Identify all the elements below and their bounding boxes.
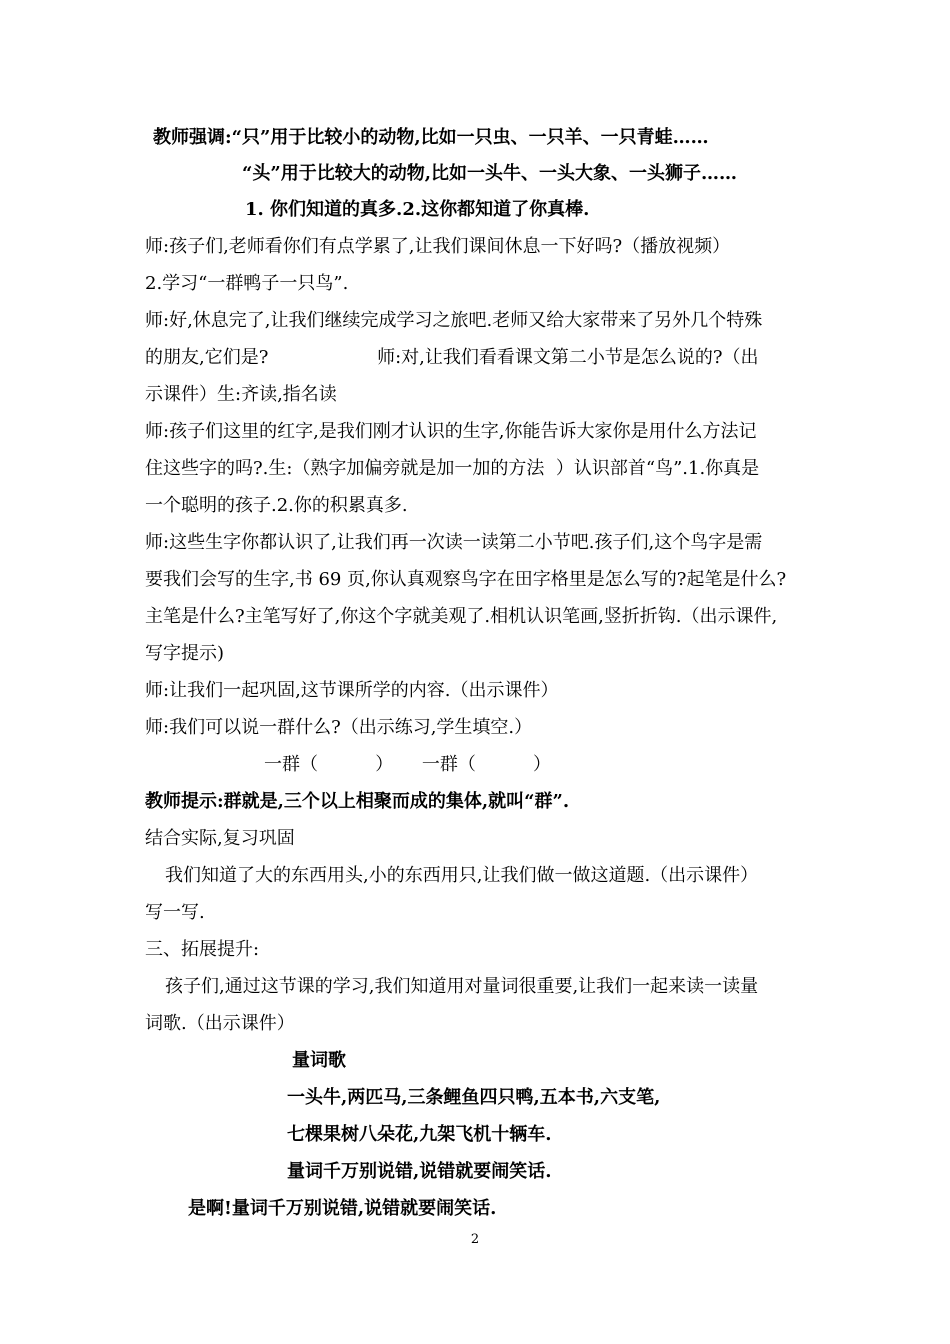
teacher-emphasis-tou: “头”用于比较大的动物,比如一头牛、一头大象、一头狮子…… [242,163,737,184]
section-heading-extension: 三、拓展提升: [145,939,260,960]
paragraph-line: 师:让我们一起巩固,这节课所学的内容.（出示课件） [145,680,559,701]
paragraph-line: 住这些字的吗?.生:（熟字加偏旁就是加一加的方法 ）认识部首“鸟”.1.你真是 [145,458,760,479]
paragraph-line: 主笔是什么?主笔写好了,你这个字就美观了.相机认识笔画,竖折折钩.（出示课件, [145,606,778,627]
section-heading-review: 结合实际,复习巩固 [145,828,295,849]
paragraph-line: 一个聪明的孩子.2.你的积累真多. [145,495,408,516]
paragraph-line: 孩子们,通过这节课的学习,我们知道用对量词很重要,让我们一起来读一读量 [165,976,759,997]
page-number: 2 [470,1232,480,1247]
praise-line: 1. 你们知道的真多.2.这你都知道了你真棒. [245,199,590,220]
paragraph-line: 的朋友,它们是? 师:对,让我们看看课文第二小节是怎么说的?（出 [145,347,759,368]
paragraph-line: 师:孩子们,老师看你们有点学累了,让我们课间休息一下好吗?（播放视频） [145,236,731,257]
paragraph-line: 师:好,休息完了,让我们继续完成学习之旅吧.老师又给大家带来了另外几个特殊 [145,310,763,331]
poem-line: 一头牛,两匹马,三条鲤鱼四只鸭,五本书,六支笔, [287,1087,661,1108]
paragraph-line: 写一写. [145,902,205,923]
paragraph-line: 师:这些生字你都认识了,让我们再一次读一读第二小节吧.孩子们,这个鸟字是需 [145,532,763,553]
poem-line: 量词千万别说错,说错就要闹笑话. [287,1161,552,1182]
section-heading-learn: 2.学习“一群鸭子一只鸟”. [145,273,349,294]
paragraph-line: 词歌.（出示课件） [145,1013,295,1034]
paragraph-line: 示课件）生:齐读,指名读 [145,384,337,405]
paragraph-line: 师:孩子们这里的红字,是我们刚才认识的生字,你能告诉大家你是用什么方法记 [145,421,757,442]
fill-in-blank-exercise: 一群（ ） 一群（ ） [264,754,552,775]
poem-line: 七棵果树八朵花,九架飞机十辆车. [287,1124,552,1145]
teacher-emphasis-zhi: 教师强调:“只”用于比较小的动物,比如一只虫、一只羊、一只青蛙…… [153,127,709,148]
paragraph-line: 写字提示) [145,643,225,664]
paragraph-line: 师:我们可以说一群什么?（出示练习,学生填空.） [145,717,533,738]
paragraph-line: 我们知道了大的东西用头,小的东西用只,让我们做一做这道题.（出示课件） [165,865,759,886]
closing-line: 是啊!量词千万别说错,说错就要闹笑话. [188,1198,497,1219]
poem-title: 量词歌 [292,1050,346,1071]
teacher-tip: 教师提示:群就是,三个以上相聚而成的集体,就叫“群”. [145,791,570,812]
paragraph-line: 要我们会写的生字,书 69 页,你认真观察鸟字在田字格里是怎么写的?起笔是什么? [145,569,787,590]
